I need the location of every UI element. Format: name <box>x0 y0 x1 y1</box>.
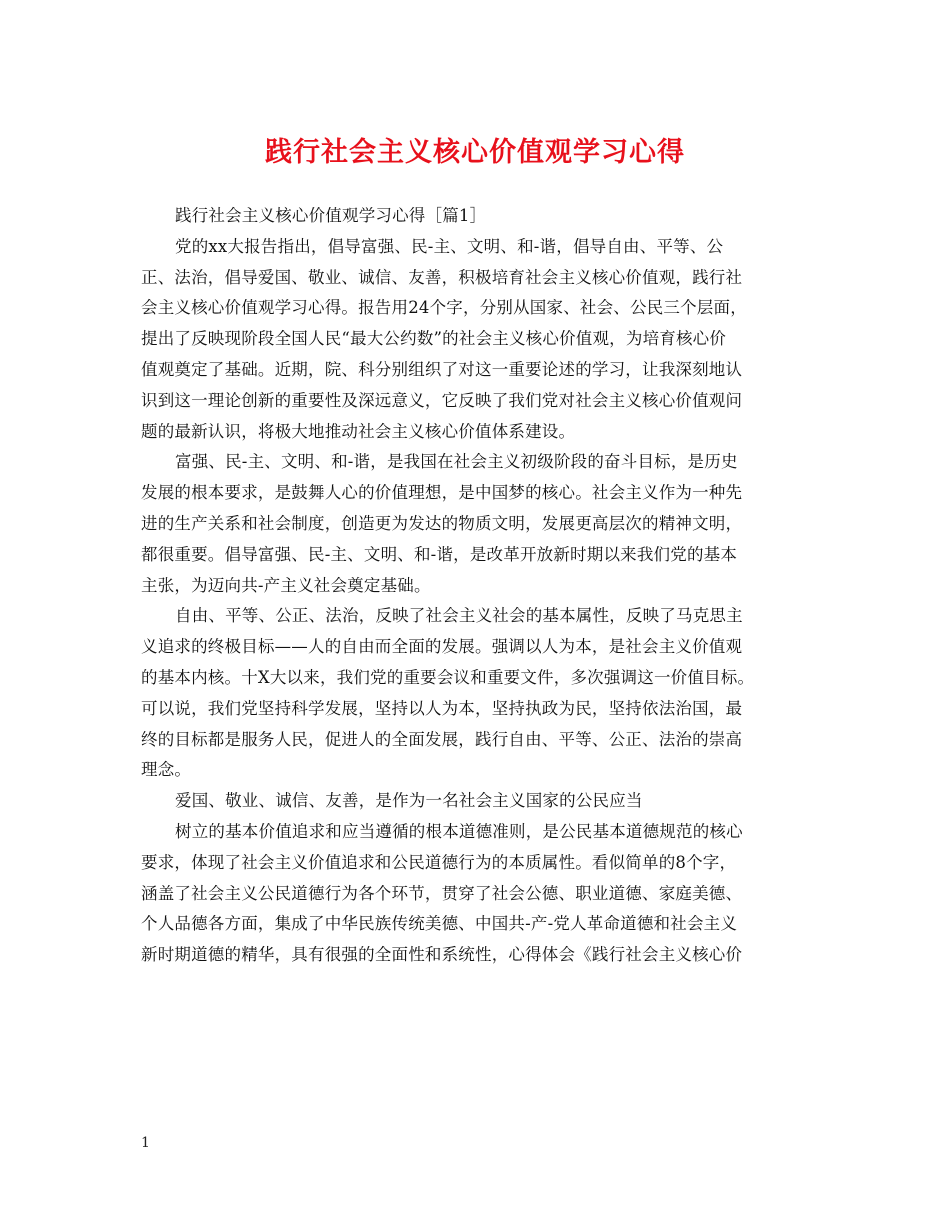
text-line: 树立的基本价值追求和应当遵循的根本道德准则，是公民基本道德规范的核心 <box>175 821 743 841</box>
text-line: 进的生产关系和社会制度，创造更为发达的物质文明，发展更高层次的精神文明， <box>141 513 743 533</box>
text-line: 富强、民-主、文明、和-谐，是我国在社会主义初级阶段的奋斗目标，是历史 <box>175 452 738 472</box>
text-line: 主张，为迈向共-产主义社会奠定基础。 <box>141 575 431 595</box>
document-title: 践行社会主义核心价值观学习心得 <box>265 137 685 168</box>
text-line: 值观奠定了基础。近期，院、科分别组织了对这一重要论述的学习，让我深刻地认 <box>141 359 743 379</box>
text-line: 涵盖了社会主义公民道德行为各个环节，贯穿了社会公德、职业道德、家庭美德、 <box>141 883 743 903</box>
text-line: 提出了反映现阶段全国人民“最大公约数”的社会主义核心价值观，为培育核心价 <box>141 329 727 349</box>
text-line: 发展的根本要求，是鼓舞人心的价值理想，是中国梦的核心。社会主义作为一种先 <box>141 483 743 503</box>
text-line: 自由、平等、公正、法治，反映了社会主义社会的基本属性，反映了马克思主 <box>175 606 743 626</box>
text-line: 爱国、敬业、诚信、友善，是作为一名社会主义国家的公民应当 <box>175 791 643 811</box>
text-line: 都很重要。倡导富强、民-主、文明、和-谐，是改革开放新时期以来我们党的基本 <box>141 544 738 564</box>
text-line: 识到这一理论创新的重要性及深远意义，它反映了我们党对社会主义核心价值观问 <box>141 390 743 410</box>
text-line: 的基本内核。十X大以来，我们党的重要会议和重要文件，多次强调这一价值目标。 <box>141 667 755 687</box>
text-line: 新时期道德的精华，具有很强的全面性和系统性，心得体会《践行社会主义核心价 <box>141 945 743 965</box>
text-line: 可以说，我们党坚持科学发展，坚持以人为本，坚持执政为民，坚持依法治国，最 <box>141 698 743 718</box>
text-line: 个人品德各方面，集成了中华民族传统美德、中国共-产-党人革命道德和社会主义 <box>141 914 738 934</box>
text-line: 理念。 <box>141 760 192 780</box>
text-line: 义追求的终极目标——人的自由而全面的发展。强调以人为本，是社会主义价值观 <box>141 637 743 657</box>
text-line: 党的xx大报告指出，倡导富强、民-主、文明、和-谐，倡导自由、平等、公 <box>175 236 724 256</box>
page-number: 1 <box>141 1135 150 1151</box>
text-line: 题的最新认识，将极大地推动社会主义核心价值体系建设。 <box>141 421 576 441</box>
text-line: 正、法治，倡导爱国、敬业、诚信、友善，积极培育社会主义核心价值观，践行社 <box>141 267 743 287</box>
document-body <box>141 201 811 971</box>
text-line: 要求，体现了社会主义价值追求和公民道德行为的本质属性。看似简单的8个字， <box>141 852 737 872</box>
text-line: 会主义核心价值观学习心得。报告用24个字，分别从国家、社会、公民三个层面， <box>141 298 747 318</box>
section-heading: 践行社会主义核心价值观学习心得［篇1］ <box>175 206 487 225</box>
text-line: 终的目标都是服务人民，促进人的全面发展，践行自由、平等、公正、法治的崇高 <box>141 729 743 749</box>
